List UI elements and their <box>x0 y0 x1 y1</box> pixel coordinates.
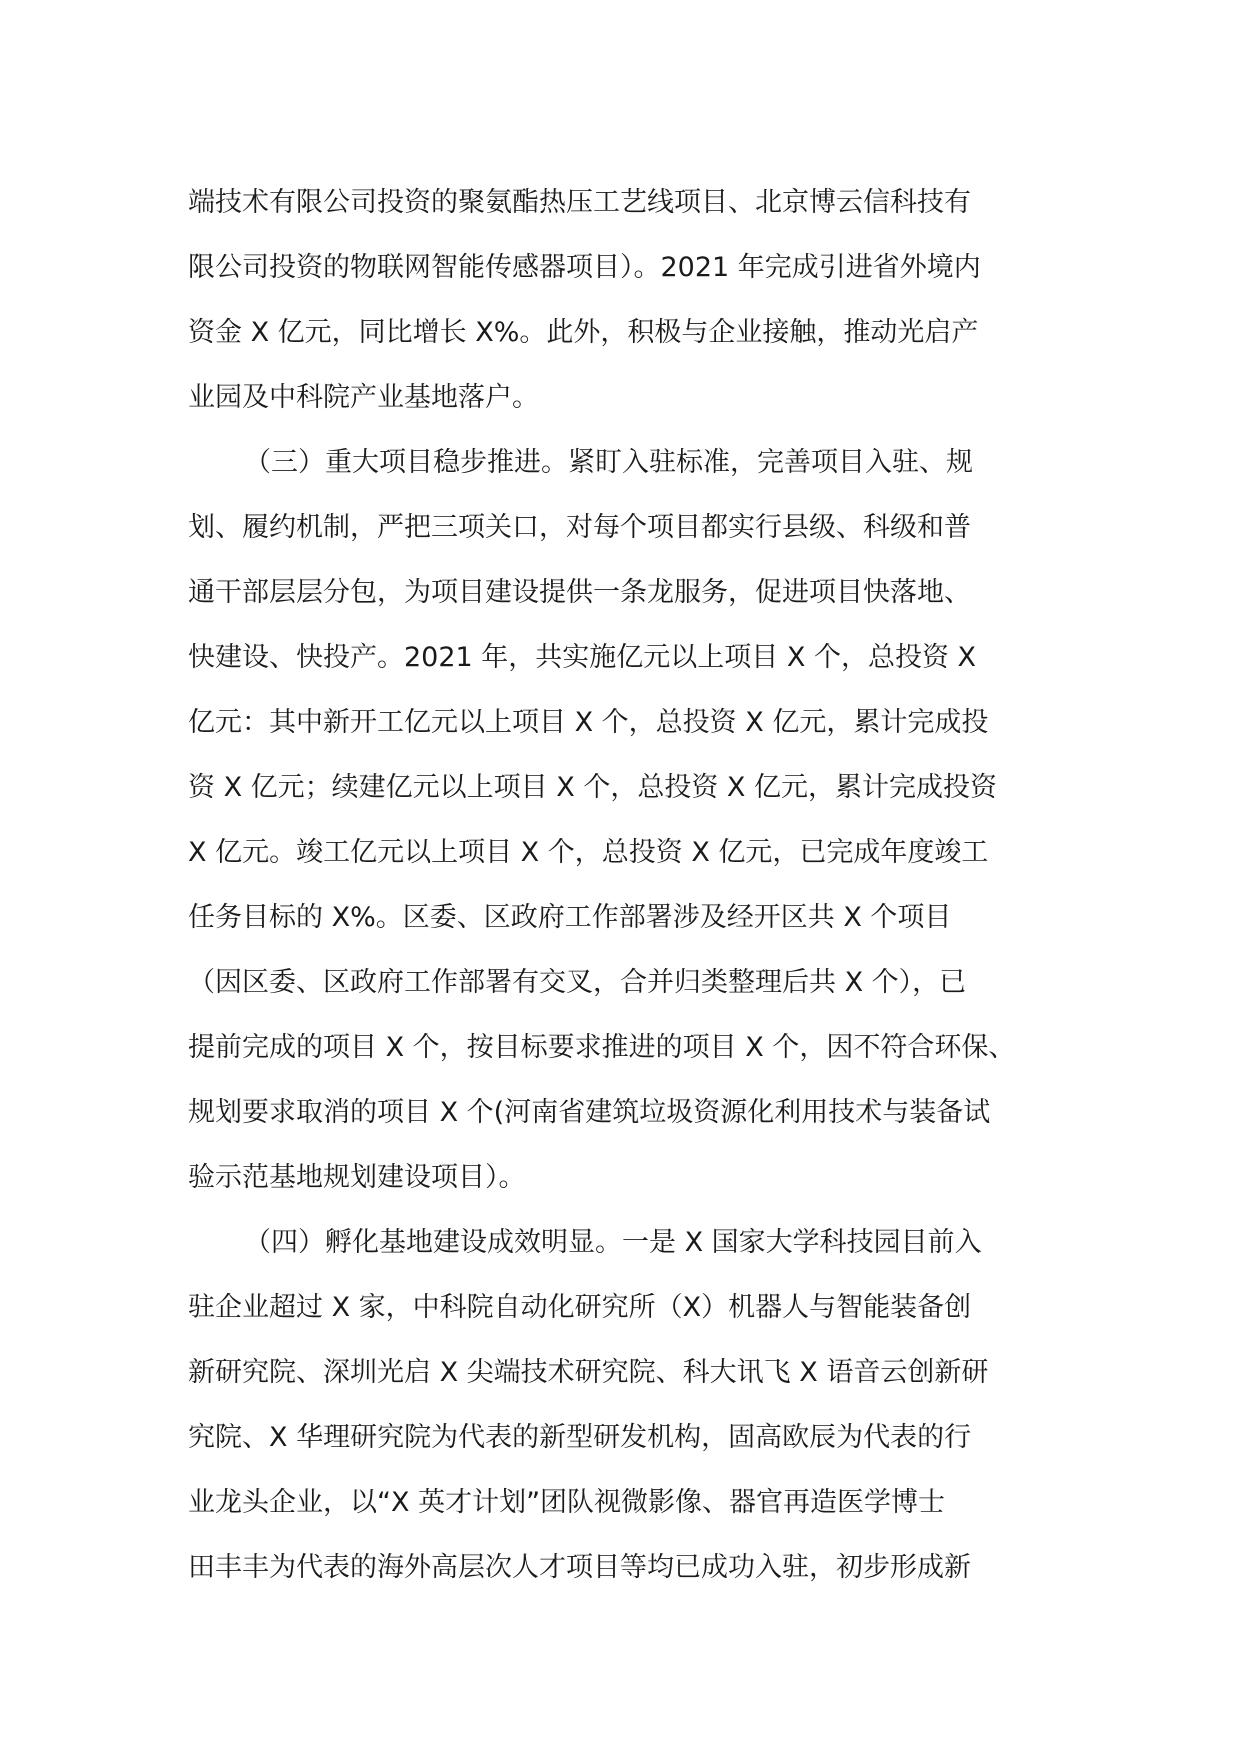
text-line-20: 究院、X 华理研究院为代表的新型研发机构，固高欧辰为代表的行 <box>188 1422 972 1453</box>
text-line-2: 限公司投资的物联网智能传感器项目）。2021 年完成引进省外境内 <box>188 252 981 283</box>
text-line-15: 规划要求取消的项目 X 个(河南省建筑垃圾资源化利用技术与装备试 <box>188 1097 991 1128</box>
text-line-16: 验示范基地规划建设项目）。 <box>188 1162 526 1193</box>
text-line-1: 端技术有限公司投资的聚氨酯热压工艺线项目、北京博云信科技有 <box>188 187 971 218</box>
document-body <box>188 170 1060 1600</box>
text-line-14: 提前完成的项目 X 个，按目标要求推进的项目 X 个，因不符合环保、 <box>188 1032 1016 1063</box>
text-line-10: 资 X 亿元；续建亿元以上项目 X 个，总投资 X 亿元，累计完成投资 <box>188 772 997 803</box>
text-line-6: 划、履约机制，严把三项关口，对每个项目都实行县级、科级和普 <box>188 512 971 543</box>
text-line-9: 亿元：其中新开工亿元以上项目 X 个，总投资 X 亿元，累计完成投 <box>188 707 989 738</box>
text-line-19: 新研究院、深圳光启 X 尖端技术研究院、科大讯飞 X 语音云创新研 <box>188 1357 989 1388</box>
text-line-8: 快建设、快投产。2021 年，共实施亿元以上项目 X 个，总投资 X <box>188 642 977 673</box>
text-line-7: 通干部层层分包，为项目建设提供一条龙服务，促进项目快落地、 <box>188 577 971 608</box>
text-line-21: 业龙头企业，以“X 英才计划”团队视微影像、器官再造医学博士 <box>188 1487 946 1518</box>
section-heading-line-3: （三）重大项目稳步推进。紧盯入驻标准，完善项目入驻、规 <box>244 447 973 478</box>
text-line-11: X 亿元。竣工亿元以上项目 X 个，总投资 X 亿元，已完成年度竣工 <box>188 837 989 868</box>
text-line-3: 资金 X 亿元，同比增长 X%。此外，积极与企业接触，推动光启产 <box>188 317 979 348</box>
section-heading-line-4: （四）孵化基地建设成效明显。一是 X 国家大学科技园目前入 <box>244 1227 982 1258</box>
text-line-4: 业园及中科院产业基地落户。 <box>188 382 539 413</box>
text-line-12: 任务目标的 X%。区委、区政府工作部署涉及经开区共 X 个项目 <box>188 902 952 933</box>
text-line-18: 驻企业超过 X 家，中科院自动化研究所（X）机器人与智能装备创 <box>188 1292 972 1323</box>
text-line-13: （因区委、区政府工作部署有交叉，合并归类整理后共 X 个），已 <box>188 967 967 998</box>
text-line-22: 田丰丰为代表的海外高层次人才项目等均已成功入驻，初步形成新 <box>188 1552 971 1583</box>
